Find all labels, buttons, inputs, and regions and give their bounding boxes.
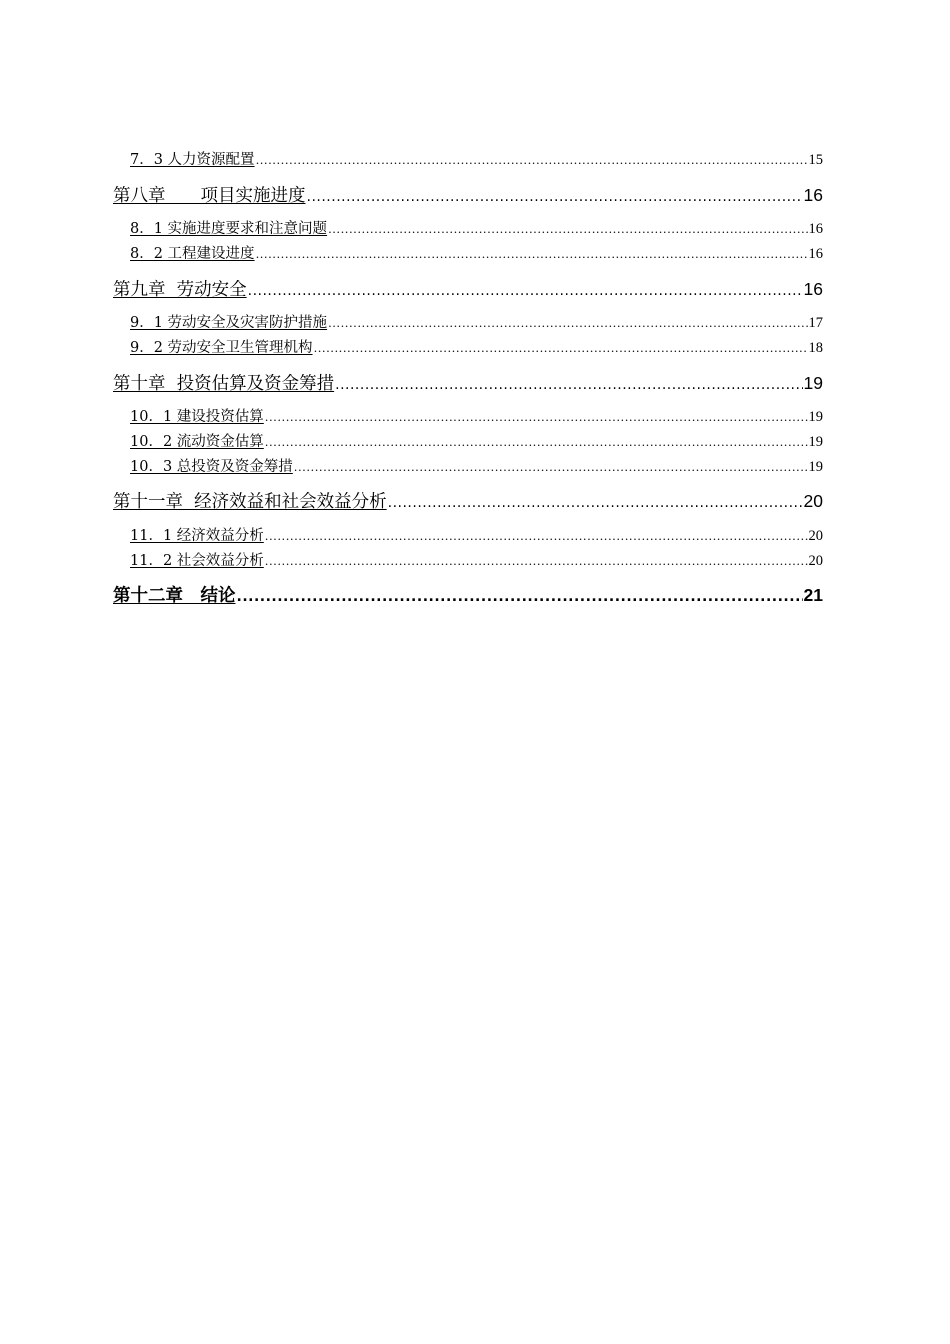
toc-dot-leader — [307, 184, 803, 210]
toc-dot-leader — [256, 149, 808, 171]
toc-dot-leader — [265, 550, 808, 572]
toc-page-number: 19 — [808, 434, 823, 450]
toc-page-number: 17 — [808, 315, 823, 331]
toc-entry-title: 9．2 劳动安全卫生管理机构 — [130, 340, 313, 356]
toc-entry-title: 第八章 项目实施进度 — [113, 186, 306, 206]
toc-entry-chapter-11[interactable] — [113, 488, 823, 514]
toc-entry-chapter-9[interactable] — [113, 276, 823, 302]
toc-page-number: 16 — [808, 246, 823, 262]
toc-page-number: 16 — [808, 221, 823, 237]
toc-entry-11-2[interactable] — [130, 550, 823, 572]
toc-dot-leader — [328, 218, 807, 240]
toc-dot-leader — [248, 278, 803, 304]
toc-entry-chapter-10[interactable] — [113, 370, 823, 396]
toc-dot-leader — [265, 406, 808, 428]
toc-dot-leader — [388, 490, 803, 516]
toc-page-number: 21 — [803, 585, 823, 605]
toc-entry-title: 第九章 劳动安全 — [113, 280, 247, 300]
toc-dot-leader — [237, 584, 803, 610]
toc-entry-chapter-12[interactable] — [113, 582, 823, 608]
toc-entry-title: 10．2 流动资金估算 — [130, 434, 264, 450]
toc-entry-chapter-8[interactable] — [113, 182, 823, 208]
toc-dot-leader — [256, 243, 808, 265]
toc-entry-10-3[interactable] — [130, 456, 823, 478]
toc-entry-10-1[interactable] — [130, 406, 823, 428]
toc-entry-9-2[interactable] — [130, 337, 823, 359]
toc-dot-leader — [265, 525, 808, 547]
toc-entry-title: 10．1 建设投资估算 — [130, 409, 264, 425]
toc-page-number: 16 — [803, 185, 823, 205]
toc-entry-8-2[interactable] — [130, 243, 823, 265]
toc-entry-title: 11．2 社会效益分析 — [130, 553, 264, 569]
toc-entry-9-1[interactable] — [130, 312, 823, 334]
toc-page-number: 20 — [808, 528, 823, 544]
toc-entry-title: 8．2 工程建设进度 — [130, 246, 255, 262]
toc-page-number: 20 — [803, 491, 823, 511]
toc-entry-title: 第十二章 结论 — [113, 586, 236, 606]
toc-page-number: 19 — [808, 409, 823, 425]
toc-entry-7-3[interactable] — [130, 149, 823, 171]
toc-dot-leader — [335, 372, 802, 398]
toc-entry-title: 8．1 实施进度要求和注意问题 — [130, 221, 328, 237]
toc-dot-leader — [314, 337, 808, 359]
toc-entry-title: 10．3 总投资及资金筹措 — [130, 459, 293, 475]
toc-page-number: 20 — [808, 553, 823, 569]
toc-entry-8-1[interactable] — [130, 218, 823, 240]
toc-entry-title: 11．1 经济效益分析 — [130, 528, 264, 544]
toc-page-number: 16 — [803, 279, 823, 299]
toc-entry-title: 7．3 人力资源配置 — [130, 152, 255, 168]
toc-entry-title: 第十一章 经济效益和社会效益分析 — [113, 492, 387, 512]
toc-page-number: 15 — [808, 152, 823, 168]
toc-page-number: 19 — [803, 373, 823, 393]
toc-dot-leader — [294, 456, 808, 478]
toc-page-number: 19 — [808, 459, 823, 475]
toc-dot-leader — [265, 431, 808, 453]
toc-entry-title: 9．1 劳动安全及灾害防护措施 — [130, 315, 328, 331]
toc-page-number: 18 — [808, 340, 823, 356]
toc-entry-title: 第十章 投资估算及资金筹措 — [113, 374, 335, 394]
toc-entry-10-2[interactable] — [130, 431, 823, 453]
toc-dot-leader — [328, 312, 807, 334]
toc-entry-11-1[interactable] — [130, 525, 823, 547]
